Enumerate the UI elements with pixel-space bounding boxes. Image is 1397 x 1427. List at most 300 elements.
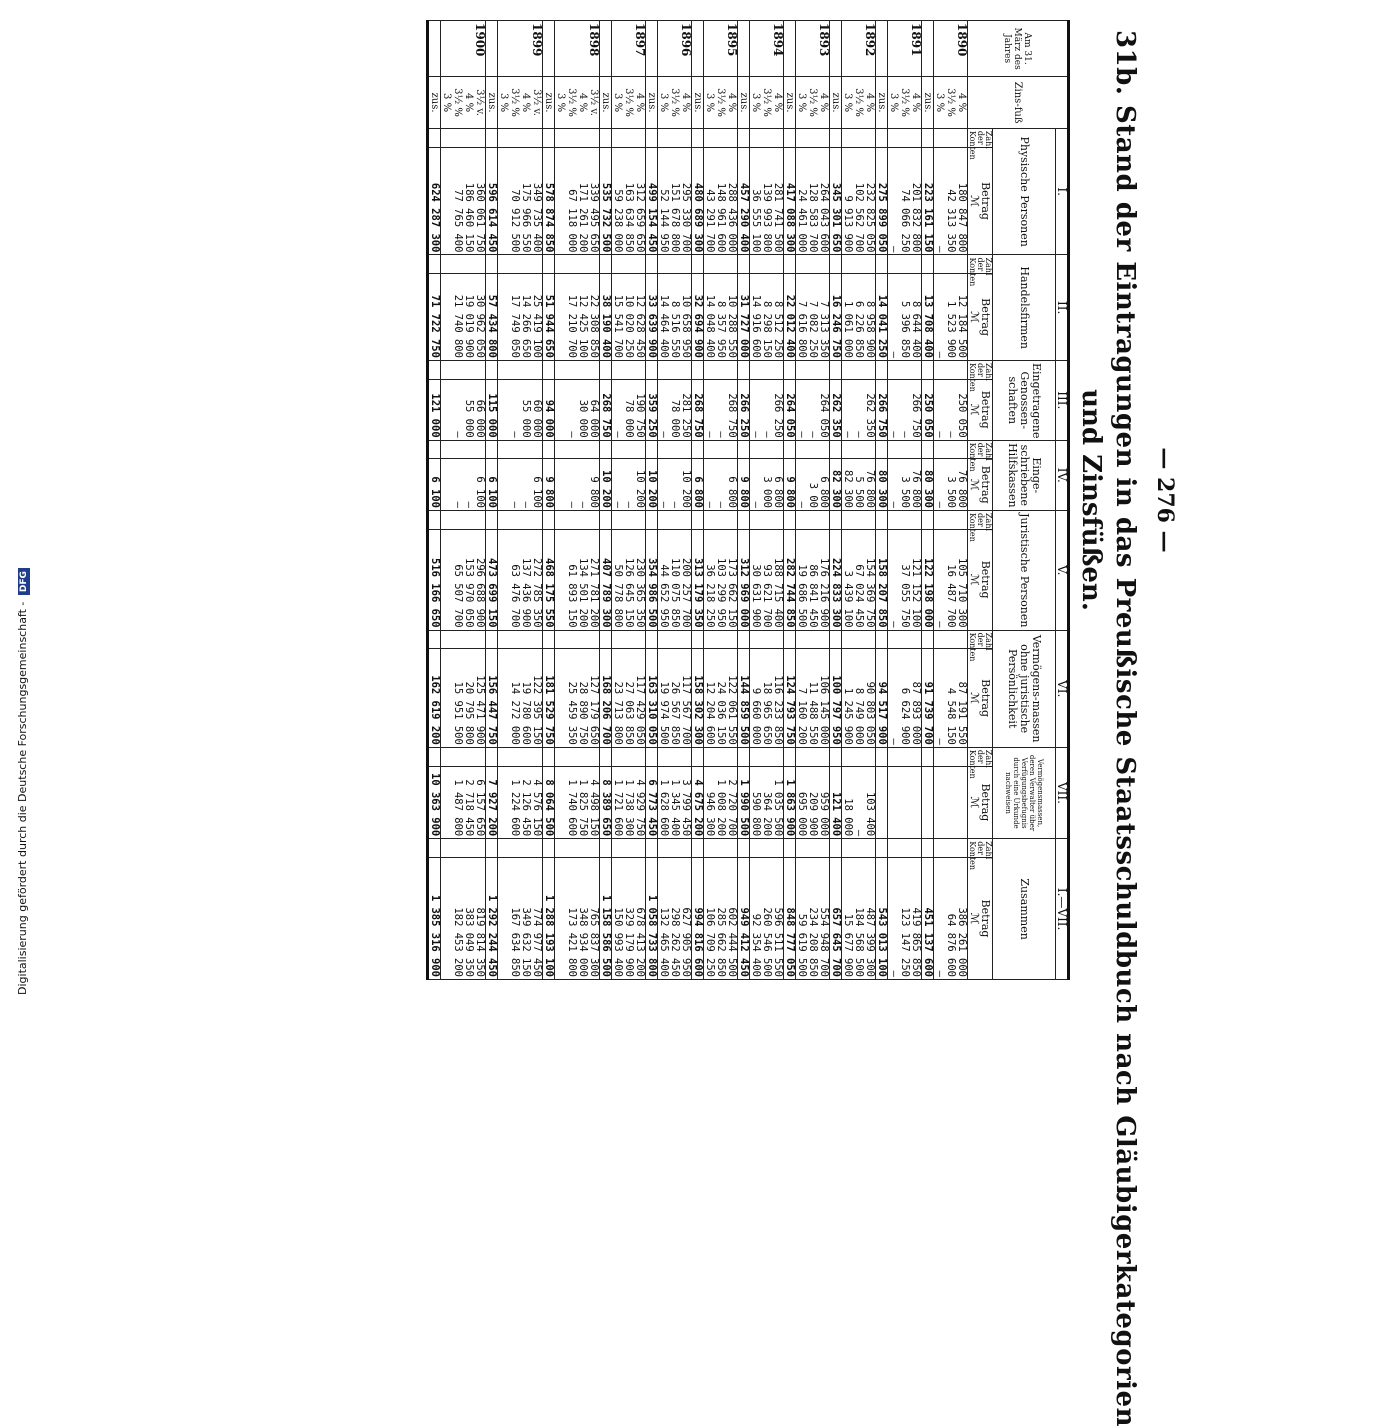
count-cell [876,510,888,529]
amount-cell: 419 865 850 123 147 250 — [888,857,922,979]
count-cell [830,630,842,649]
dfg-logo: DFG [18,568,30,595]
count-cell [796,128,830,147]
rate-cell: 4 % 3½ % 3 % [612,77,646,129]
amount-header [968,274,993,361]
amount-cell: 9 800 [543,459,555,511]
count-cell [646,510,658,529]
amount-cell: 451 137 600 [922,857,934,979]
amount-label: Betrag [979,465,992,504]
group-name-7: Vermögensmassen, deren Verwalter über Verfügungsbefugnis durch eine Urkunde nachweisen [993,747,1056,838]
count-cell [612,510,646,529]
amount-cell: 386 261 000 64 876 600 — [934,857,968,979]
count-cell [486,440,498,459]
group-number-7: VII. [1056,747,1069,838]
amount-cell: 543 013 100 [876,857,888,979]
count-cell [543,630,555,649]
year-cell [692,21,704,77]
count-cell [600,747,612,766]
amount-cell: 122 198 000 [922,529,934,630]
count-cell [543,360,555,379]
count-cell [738,510,750,529]
amount-cell: 87 191 550 4 548 150 — [934,649,968,747]
amount-cell: 407 789 300 [600,529,612,630]
total-row [784,21,796,980]
amount-cell: 554 948 700 234 208 850 59 619 500 [796,857,830,979]
amount-cell: 144 859 500 [738,649,750,747]
amount-cell: 262 350 [830,379,842,440]
count-cell [934,510,968,529]
count-cell [692,630,704,649]
header-interest-rate: Zins-fuß [968,77,1069,129]
amount-cell: 473 699 150 [486,529,498,630]
year-cell [543,21,555,77]
amount-cell: 1 058 733 800 [646,857,658,979]
count-cell [600,128,612,147]
count-cell [922,440,934,459]
group-number-4: IV. [1056,440,1069,510]
amount-cell: 7 313 350 7 082 250 7 616 800 [796,274,830,361]
count-cell [428,360,441,379]
count-cell [842,510,876,529]
amount-cell: 624 287 300 [428,147,441,255]
year-cell [738,21,750,77]
amount-cell: 115 000 [486,379,498,440]
count-cell [830,747,842,766]
amount-label: Betrag [979,298,992,336]
year-cell: 1890 [934,21,968,77]
count-cell [934,128,968,147]
count-cell [784,747,796,766]
amount-cell: 578 874 850 [543,147,555,255]
amount-cell: 774 977 450 349 632 150 167 634 850 [498,857,543,979]
count-cell [784,839,796,858]
count-cell [498,747,543,766]
count-cell [543,510,555,529]
amount-cell: 262 350 — — [842,379,876,440]
year-row [498,21,543,980]
amount-cell: 16 246 750 [830,274,842,361]
rate-cell: 4 % 3½ % 3 % [842,77,876,129]
amount-label: Betrag [979,182,992,220]
count-cell [934,360,968,379]
rate-cell: zus. [784,77,796,129]
amount-cell: 848 777 050 [784,857,796,979]
rate-cell: zus. [600,77,612,129]
count-cell [876,255,888,274]
count-cell [692,747,704,766]
amount-cell: 158 207 850 [876,529,888,630]
amount-cell: 271 781 200 134 501 200 61 893 150 [555,529,600,630]
group-number-2: II. [1056,255,1069,361]
amount-cell: 268 750 [600,379,612,440]
amount-cell: 312 969 000 [738,529,750,630]
amount-cell: 6 800 3 000 — [750,459,784,511]
rate-cell: zus. [428,77,441,129]
amount-label: Betrag [979,899,992,938]
amount-cell: 33 639 900 [646,274,658,361]
header-date: Am 31. März des Jahres [968,21,1069,77]
amount-cell: 25 419 100 14 266 650 17 749 050 [498,274,543,361]
amount-cell: 100 797 950 [830,649,842,747]
count-cell [888,747,922,766]
amount-cell: 266 250 — — [750,379,784,440]
count-cell [646,128,658,147]
count-cell [888,128,922,147]
amount-cell: 1 035 500 364 200 590 800 [750,766,784,839]
count-cell [543,128,555,147]
rate-cell: zus. [486,77,498,129]
amount-cell: 6 100 — — [441,459,486,511]
amount-cell: 200 257 700 110 075 850 44 652 950 [658,529,692,630]
amount-cell: 76 800 3 500 — [934,459,968,511]
count-cell [830,255,842,274]
group-name-1: Physische Personen [993,128,1056,255]
count-cell [922,360,934,379]
rate-cell: zus. [543,77,555,129]
count-cell [428,839,441,858]
total-row [692,21,704,980]
count-cell [646,255,658,274]
amount-cell: 417 088 300 [784,147,796,255]
amount-cell: 1 158 586 500 [600,857,612,979]
amount-cell: 8 644 400 5 396 850 — [888,274,922,361]
count-cell [498,440,543,459]
amount-header [968,649,993,747]
count-cell [888,255,922,274]
total-row [600,21,612,980]
amount-cell: 6 800 [692,459,704,511]
count-cell [704,440,738,459]
count-cell [704,360,738,379]
count-cell [704,630,738,649]
count-cell [842,839,876,858]
count-cell [784,630,796,649]
year-row [750,21,784,980]
year-row [842,21,876,980]
count-cell [784,440,796,459]
amount-cell: 94 000 [543,379,555,440]
year-cell: 1892 [842,21,876,77]
amount-cell: 60 000 55 000 — [498,379,543,440]
year-cell [428,21,441,77]
table-title: 31b. Stand der Eintragungen in das Preußische Staatsschuldbuch nach Gläubigerkategorien [1110,30,1140,1427]
count-cell [876,128,888,147]
count-cell [441,128,486,147]
amount-cell: 6 100 — — [498,459,543,511]
count-cell [784,510,796,529]
count-cell [658,510,692,529]
year-row [796,21,830,980]
amount-cell: 127 179 650 28 890 750 25 459 350 [555,649,600,747]
count-cell [428,510,441,529]
amount-header [968,857,993,979]
amount-cell: 268 750 [692,379,704,440]
amount-cell: 457 290 400 [738,147,750,255]
count-cell [784,255,796,274]
count-header: Zahl der Konten [968,839,993,858]
amount-cell [888,766,922,839]
total-row [830,21,842,980]
count-cell [543,440,555,459]
amount-cell: 339 495 650 171 261 200 67 118 000 [555,147,600,255]
count-cell [486,510,498,529]
amount-cell: 1 990 500 [738,766,750,839]
count-cell [738,839,750,858]
count-cell [888,440,922,459]
count-cell [842,255,876,274]
count-cell [750,360,784,379]
amount-cell: 22 012 400 [784,274,796,361]
count-cell [600,360,612,379]
year-cell [646,21,658,77]
count-cell [646,747,658,766]
year-row [555,21,600,980]
amount-cell: 190 750 78 000 — [612,379,646,440]
count-cell [738,255,750,274]
count-cell [842,747,876,766]
year-row [612,21,646,980]
group-name-8: Zusammen [993,839,1056,980]
count-cell [498,510,543,529]
amount-cell: 1 385 316 900 [428,857,441,979]
count-cell [612,747,646,766]
amount-cell: 359 250 [646,379,658,440]
amount-cell: 250 050 — — [934,379,968,440]
currency-unit: ℳ [968,573,981,586]
amount-cell: 117 567 700 26 567 850 19 974 500 [658,649,692,747]
group-number-3: III. [1056,360,1069,440]
amount-cell: 122 061 550 24 036 150 12 204 600 [704,649,738,747]
year-row [441,21,486,980]
count-cell [486,128,498,147]
rate-cell: 4 % 3½ % 3 % [796,77,830,129]
amount-cell: 201 832 800 74 066 250 — [888,147,922,255]
count-cell [555,440,600,459]
count-cell [796,839,830,858]
count-cell [692,255,704,274]
count-cell [704,747,738,766]
amount-cell: 4 498 150 1 825 750 1 740 600 [555,766,600,839]
count-cell [888,839,922,858]
group-name-5: Juristische Personen [993,510,1056,630]
count-cell [555,510,600,529]
amount-cell: 76 800 3 500 — [888,459,922,511]
page-number: — 276 — [1152,447,1178,553]
count-cell [486,747,498,766]
amount-cell: 176 216 900 86 841 450 19 686 500 [796,529,830,630]
count-header: Zahl der Konten [968,510,993,529]
amount-cell: 272 785 350 137 436 900 63 476 700 [498,529,543,630]
amount-cell: 87 893 000 6 624 900 — [888,649,922,747]
year-cell [876,21,888,77]
currency-unit: ℳ [968,478,981,491]
amount-cell: 295 330 700 151 678 800 52 144 950 [658,147,692,255]
amount-cell: 602 444 500 285 662 850 106 709 250 [704,857,738,979]
amount-cell: 282 744 850 [784,529,796,630]
amount-cell: 2 720 700 1 008 200 946 300 [704,766,738,839]
document-page [8,20,1178,1427]
amount-cell: 6 800 3 00 — [796,459,830,511]
count-cell [612,255,646,274]
count-cell [704,255,738,274]
count-cell [738,440,750,459]
count-cell [600,255,612,274]
amount-cell: 627 905 950 298 262 450 132 465 400 [658,857,692,979]
count-cell [612,440,646,459]
count-cell [750,440,784,459]
amount-cell: 765 837 300 348 934 000 173 421 800 [555,857,600,979]
count-cell [922,255,934,274]
count-cell [796,630,830,649]
total-row [876,21,888,980]
count-cell [796,255,830,274]
count-cell [658,360,692,379]
amount-cell: 499 154 450 [646,147,658,255]
amount-cell: 91 739 700 [922,649,934,747]
count-cell [600,440,612,459]
amount-cell: 281 250 78 000 — [658,379,692,440]
digitization-credit [16,568,30,995]
amount-cell: 105 710 300 16 487 700 — [934,529,968,630]
amount-cell: 349 735 400 175 966 550 70 912 500 [498,147,543,255]
count-cell [738,360,750,379]
amount-cell: 10 200 [646,459,658,511]
table-title-continued: und Zinsfüßen. [1076,389,1106,611]
amount-cell: 596 614 450 [486,147,498,255]
amount-cell: 31 727 000 [738,274,750,361]
count-cell [555,630,600,649]
amount-cell: 678 413 200 329 179 900 150 993 400 [612,857,646,979]
rate-cell: 3½ v. 4 % 3½ % 3 % [498,77,543,129]
count-cell [796,440,830,459]
count-cell [646,630,658,649]
amount-cell: 3 799 450 1 345 400 1 628 600 [658,766,692,839]
count-cell [646,360,658,379]
year-cell: 1900 [441,21,486,77]
count-cell [646,839,658,858]
amount-cell: 487 399 300 184 568 500 15 677 900 [842,857,876,979]
year-cell [922,21,934,77]
amount-cell: 121 400 [830,766,842,839]
amount-cell: 6 773 450 [646,766,658,839]
amount-cell: 10 658 950 8 516 550 14 464 400 [658,274,692,361]
count-cell [600,839,612,858]
count-cell [750,839,784,858]
amount-cell: 168 206 700 [600,649,612,747]
credit-text: Digitalisierung gefördert durch die Deutsche Forschungsgemeinschaft - [16,601,29,995]
amount-cell: 117 429 050 27 063 850 23 713 800 [612,649,646,747]
count-cell [646,440,658,459]
amount-cell: 188 715 400 93 621 700 30 631 900 [750,529,784,630]
count-cell [876,747,888,766]
amount-cell: 657 645 700 [830,857,842,979]
count-cell [498,360,543,379]
count-cell [738,630,750,649]
count-cell [543,747,555,766]
count-cell [796,360,830,379]
count-cell [441,747,486,766]
count-cell [600,510,612,529]
amount-cell: 266 750 — — [888,379,922,440]
count-cell [750,747,784,766]
total-row [486,21,498,980]
amount-cell: 468 175 550 [543,529,555,630]
amount-cell: 66 000 55 000 — [441,379,486,440]
count-cell [658,128,692,147]
group-name-4: Einge-schriebene Hilfskassen [993,440,1056,510]
amount-cell: 949 412 450 [738,857,750,979]
amount-cell: 22 308 850 12 425 100 17 210 700 [555,274,600,361]
count-cell [555,839,600,858]
count-cell [658,440,692,459]
count-cell [830,128,842,147]
count-cell [428,255,441,274]
year-row [934,21,968,980]
year-row [704,21,738,980]
amount-cell: 264 050 — — [796,379,830,440]
amount-cell: 162 619 200 [428,649,441,747]
count-cell [555,360,600,379]
amount-cell: 596 511 550 260 546 500 92 354 400 [750,857,784,979]
rate-cell: zus. [646,77,658,129]
amount-cell: 4 929 750 1 738 300 1 721 600 [612,766,646,839]
count-cell [796,747,830,766]
count-cell [692,128,704,147]
amount-cell: 94 517 900 [876,649,888,747]
amount-cell: 10 200 — — [612,459,646,511]
amount-cell: 64 000 30 000 — [555,379,600,440]
count-cell [876,360,888,379]
count-cell [498,839,543,858]
year-cell: 1891 [888,21,922,77]
amount-cell: 103 400 — 18 000 [842,766,876,839]
amount-cell: 8 064 500 [543,766,555,839]
count-cell [612,630,646,649]
count-cell [704,128,738,147]
amount-cell: 8 389 650 [600,766,612,839]
count-cell [441,255,486,274]
amount-cell: 6 100 [428,459,441,511]
group-number-5: V. [1056,510,1069,630]
count-cell [428,630,441,649]
amount-cell: 82 300 [830,459,842,511]
amount-cell: 994 816 600 [692,857,704,979]
count-cell [692,839,704,858]
amount-cell: 8 512 250 8 298 150 14 916 600 [750,274,784,361]
count-header: Zahl der Konten [968,630,993,649]
page-header [1076,20,1178,1427]
amount-cell: 9 800 [738,459,750,511]
count-cell [888,360,922,379]
amount-cell: 90 803 050 8 749 000 1 245 900 [842,649,876,747]
count-cell [612,128,646,147]
amount-cell: 13 708 400 [922,274,934,361]
count-cell [441,630,486,649]
amount-cell [934,766,968,839]
amount-cell: 38 190 400 [600,274,612,361]
count-cell [441,839,486,858]
amount-header [968,147,993,255]
count-cell [922,510,934,529]
count-cell [750,255,784,274]
amount-cell: 516 166 650 [428,529,441,630]
amount-cell: 819 814 350 383 049 350 182 453 200 [441,857,486,979]
total-row [738,21,750,980]
count-cell [612,360,646,379]
count-cell [784,360,796,379]
count-header: Zahl der Konten [968,255,993,274]
